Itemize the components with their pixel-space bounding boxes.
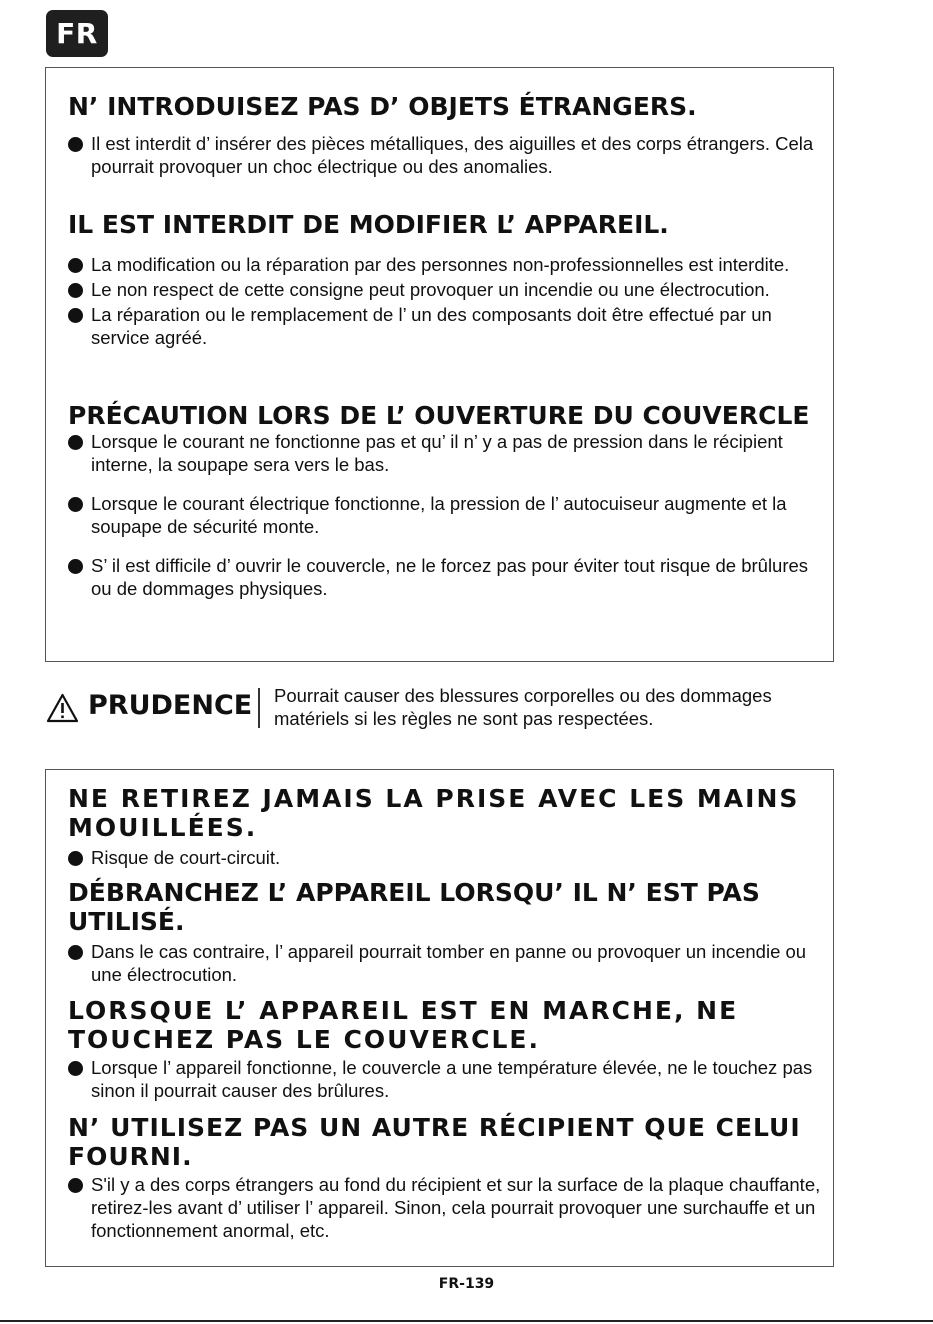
list-item: Il est interdit d’ insérer des pièces métalliques, des aiguilles et des corps étrangers. Cela pourrait provoquer un choc électrique ou des anomalies. [68,132,823,178]
section-title: PRÉCAUTION LORS DE L’ OUVERTURE DU COUVERCLE [68,401,810,430]
section-foreign-objects [68,92,823,178]
list-item: Lorsque le courant électrique fonctionne, la pression de l’ autocuiseur augmente et la soupape de sécurité monte. [68,492,823,538]
bullet-icon [68,945,83,960]
bullet-icon [68,1061,83,1076]
warning-triangle-icon [46,693,79,723]
bottom-rule [0,1320,933,1322]
section-do-not-touch-lid [68,996,823,1102]
section-title: NE RETIREZ JAMAIS LA PRISE AVEC LES MAINS MOUILLÉES. [68,784,800,842]
bullet-icon [68,435,83,450]
bullet-icon [68,851,83,866]
page-number: FR-139 [438,1276,495,1292]
list-item: S'il y a des corps étrangers au fond du récipient et sur la surface de la plaque chauffante, retirez-les avant d’ utiliser l’ appareil. Sinon, cela pourrait provoquer une surchauffe et un fonctionnement anormal, etc. [68,1173,823,1242]
section-unplug [68,878,823,986]
list-item: Dans le cas contraire, l’ appareil pourrait tomber en panne ou provoquer un incendie ou une électrocution. [68,940,823,986]
section-title: LORSQUE L’ APPAREIL EST EN MARCHE, NE TOUCHEZ PAS LE COUVERCLE. [68,996,739,1054]
caution-label: PRUDENCE [88,690,253,721]
safety-box-2 [45,769,834,1267]
list-item: S’ il est difficile d’ ouvrir le couvercle, ne le forcez pas pour éviter tout risque de brûlures ou de dommages physiques. [68,554,823,600]
safety-box-1 [45,67,834,662]
caution-divider [258,688,260,728]
bullet-icon [68,258,83,273]
list-item: Lorsque l’ appareil fonctionne, le couvercle a une température élevée, ne le touchez pas sinon il pourrait causer des brûlures. [68,1056,823,1102]
list-item: La réparation ou le remplacement de l’ un des composants doit être effectué par un service agréé. [68,303,823,349]
bullet-list [68,1056,823,1102]
bullet-list [68,940,823,986]
section-wet-hands [68,784,823,869]
list-item: Risque de court-circuit. [68,846,823,869]
section-supplied-container [68,1113,823,1242]
list-item: Lorsque le courant ne fonctionne pas et qu’ il n’ y a pas de pression dans le récipient interne, la soupape sera vers le bas. [68,430,823,476]
bullet-list [68,846,823,869]
bullet-list [68,430,823,600]
caution-notice [46,684,836,734]
list-item: Le non respect de cette consigne peut provoquer un incendie ou une électrocution. [68,278,823,301]
bullet-icon [68,283,83,298]
bullet-icon [68,559,83,574]
bullet-icon [68,308,83,323]
bullet-list [68,132,823,178]
bullet-list [68,1173,823,1242]
bullet-list [68,253,823,349]
section-title: N’ INTRODUISEZ PAS D’ OBJETS ÉTRANGERS. [68,92,697,121]
section-title: DÉBRANCHEZ L’ APPAREIL LORSQU’ IL N’ EST PAS UTILISÉ. [68,878,760,936]
section-title: IL EST INTERDIT DE MODIFIER L’ APPAREIL. [68,210,669,239]
language-badge: FR [46,10,108,57]
bullet-icon [68,1178,83,1193]
caution-text: Pourrait causer des blessures corporelles ou des dommages matériels si les règles ne sont pas respectées. [274,685,772,729]
section-modify-device [68,210,823,349]
list-item: La modification ou la réparation par des personnes non-professionnelles est interdite. [68,253,823,276]
bullet-icon [68,497,83,512]
section-lid-opening [68,403,823,600]
bullet-icon [68,137,83,152]
section-title: N’ UTILISEZ PAS UN AUTRE RÉCIPIENT QUE CELUI FOURNI. [68,1113,801,1171]
